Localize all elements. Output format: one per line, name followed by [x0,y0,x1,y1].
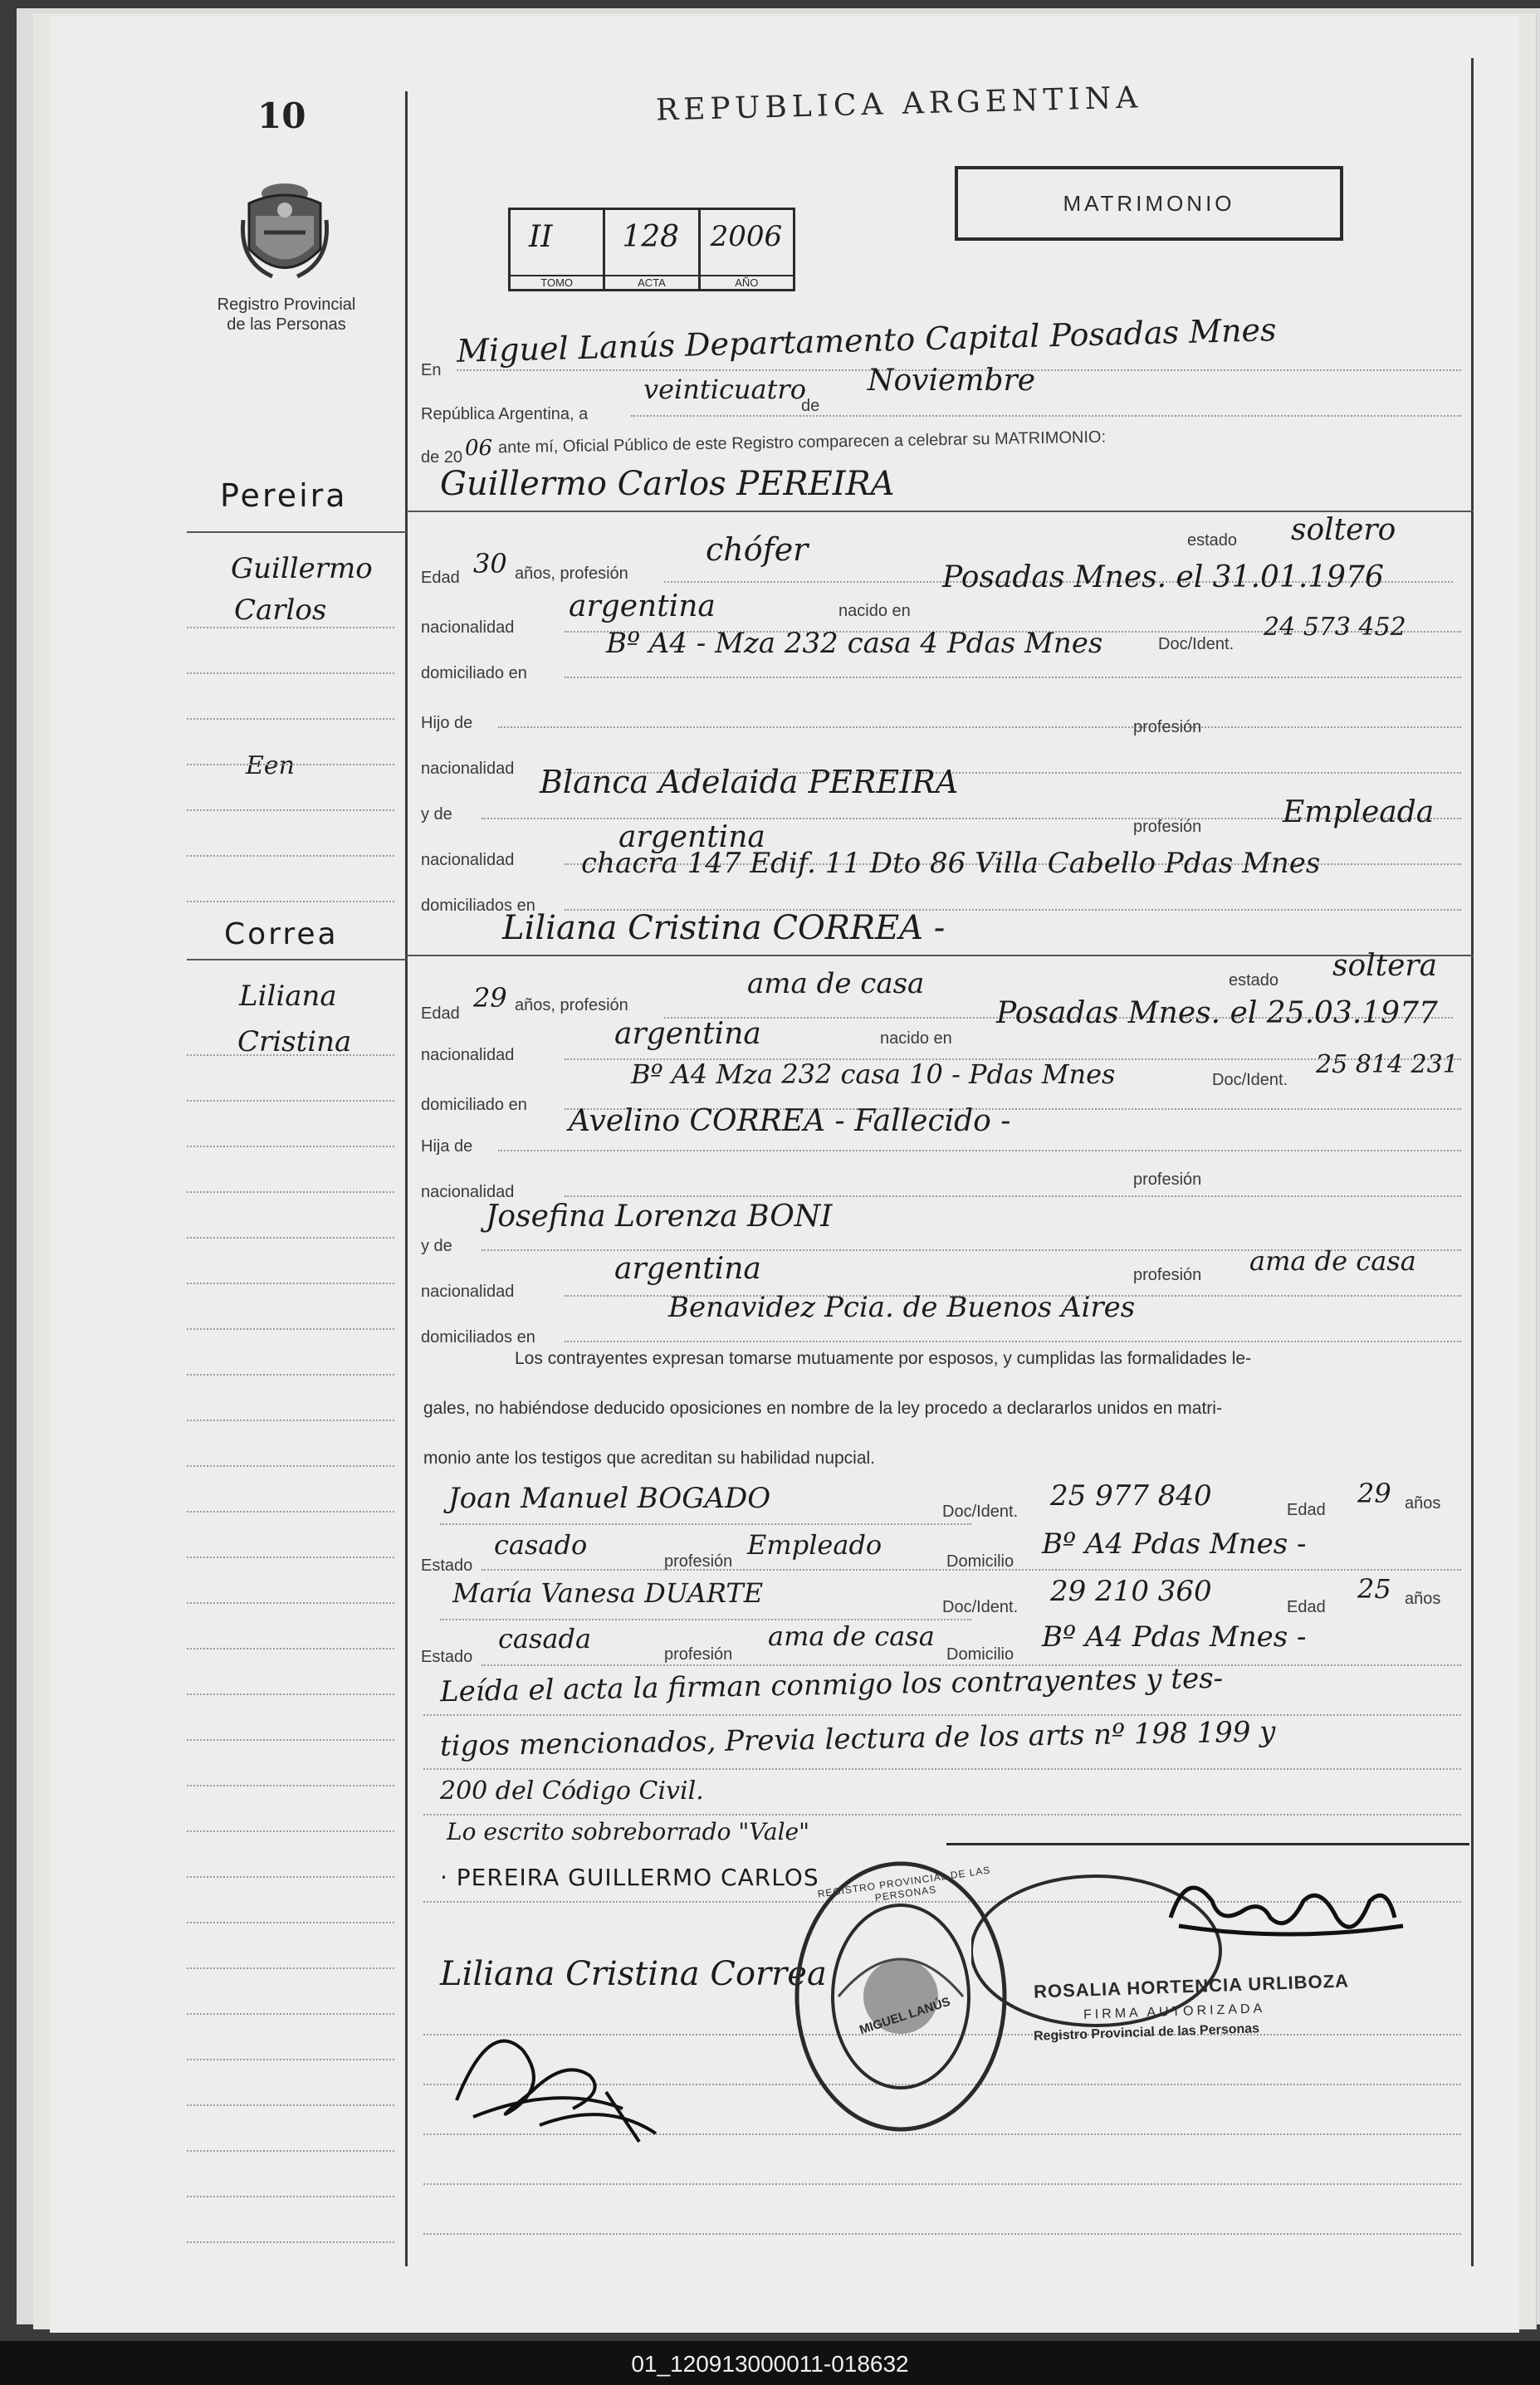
right-border [1471,58,1474,2266]
bride-yde-label: y de [421,1237,452,1255]
groom-estado-label: estado [1187,531,1238,550]
witness-1-edad-label: Edad [1287,1501,1326,1519]
year-prefix: de 20 [421,448,463,467]
witness-2-doc: 29 210 360 [1050,1575,1212,1608]
groom-name: Guillermo Carlos PEREIRA [440,465,895,503]
margin-line [187,1100,394,1102]
bride-edad-label: Edad [421,1004,460,1023]
groom-profesion2-label: profesión [1133,818,1202,836]
closing-line-1: Leída el acta la firman conmigo los contrayentes y tes- [439,1661,1224,1709]
form-line [423,1768,1461,1770]
bride-profession: ama de casa [747,967,925,1000]
margin-line [187,1557,394,1558]
day-value: veinticuatro [643,374,806,405]
bride-mother-nationality: argentina [614,1252,761,1286]
bride-domicilio-label: domiciliado en [421,1096,527,1114]
form-line [423,1814,1461,1816]
margin-groom-surname: Pereira [220,477,348,514]
document-type: MATRIMONIO [1063,190,1235,216]
margin-line [187,1876,394,1878]
witness-1-doc: 25 977 840 [1050,1479,1212,1513]
acta-cell [605,210,700,289]
page-number: 10 [257,95,306,136]
closing-line-4: Lo escrito sobreborrado "Vale" [447,1818,809,1845]
bride-nationality: argentina [614,1017,761,1051]
bride-anos-profesion-label: años, profesión [515,996,628,1014]
groom-mother-nationality: argentina [618,820,765,854]
witness-2-anos-label: años [1405,1590,1441,1608]
groom-estado: soltero [1291,513,1396,547]
margin-line [187,1648,394,1649]
bride-domicile: Bº A4 Mza 232 casa 10 - Pdas Mnes [631,1058,1116,1090]
margin-bride-given-2: Cristina [237,1025,352,1058]
form-line [498,1150,1461,1151]
registry-name: Registro Provincial de las Personas [217,296,356,334]
groom-age: 30 [473,548,507,579]
groom-profesion-label: profesión [1133,718,1202,736]
scan-footer [0,2341,1540,2385]
record-box [508,208,795,291]
year-value: 06 [465,436,493,461]
groom-nacionalidad3-label: nacionalidad [421,851,515,869]
margin-note: Een [246,751,295,780]
form-line [565,1195,1461,1197]
form-line [498,726,1461,728]
groom-yde-label: y de [421,805,452,824]
signature-rule [946,1843,1469,1845]
de-label: de [801,397,820,415]
witness-2-domicile: Bº A4 Pdas Mnes - [1042,1620,1307,1654]
witness-1-profesion-label: profesión [664,1552,733,1571]
margin-line [187,1967,394,1969]
margin-groom-given-2: Carlos [234,594,327,627]
groom-mother: Blanca Adelaida PEREIRA [540,764,959,800]
anio-cell [701,210,793,289]
place-value: Miguel Lanús Departamento Capital Posadas Mnes [456,311,1278,369]
form-line [482,1569,1461,1571]
coat-of-arms-icon [239,170,330,291]
groom-signature-icon [440,2001,739,2150]
bride-father: Avelino CORREA - Fallecido - [569,1104,1011,1138]
tomo-value: II [529,220,553,254]
registry-page [50,17,1519,2333]
form-line [565,677,1461,678]
witness-2-domicilio-label: Domicilio [946,1645,1014,1664]
intro-sentence: ante mí, Oficial Público de este Registro comparecen a celebrar su MATRIMONIO: [497,428,1107,457]
witness-2-estado: casada [498,1623,592,1654]
bride-estado-label: estado [1229,971,1279,990]
margin-line [187,2104,394,2106]
closing-line-2: tigos mencionados, Previa lectura de los arts nº 198 199 y [439,1715,1276,1763]
witness-2-edad-label: Edad [1287,1598,1326,1616]
bride-estado: soltera [1332,949,1438,983]
bride-birth: Posadas Mnes. el 25.03.1977 [996,996,1438,1030]
bride-hija-label: Hija de [421,1137,473,1156]
witness-1-profession: Empleado [747,1529,882,1561]
stamp-center: MIGUEL LANÚS [858,1994,952,2038]
declaration-line-3: monio ante los testigos que acreditan su habilidad nupcial. [423,1449,876,1468]
bride-profesion2-label: profesión [1133,1266,1202,1284]
margin-line [187,1785,394,1786]
margin-line [187,855,394,857]
anio-label: AÑO [701,275,793,289]
anio-value: 2006 [710,220,783,253]
margin-line [187,1328,394,1330]
bride-nacionalidad2-label: nacionalidad [421,1183,515,1201]
closing-line-3: 200 del Código Civil. [440,1777,704,1806]
bride-mother: Josefina Lorenza BONI [486,1200,833,1234]
margin-bride-given-1: Liliana [239,980,337,1013]
groom-domiciliados-label: domiciliados en [421,897,535,915]
en-label: En [421,361,442,379]
witness-2-estado-label: Estado [421,1648,473,1666]
margin-groom-given-1: Guillermo [231,552,373,585]
margin-line [187,1511,394,1513]
groom-profession: chófer [706,531,809,568]
page-title: REPUBLICA ARGENTINA [655,81,1143,128]
bride-mother-profession: ama de casa [1249,1245,1416,1277]
witness-1-anos-label: años [1405,1494,1441,1513]
groom-domicile: Bº A4 - Mza 232 casa 4 Pdas Mnes [606,627,1103,660]
acta-label: ACTA [605,275,697,289]
bride-nacionalidad3-label: nacionalidad [421,1283,515,1301]
section-rule [407,955,1474,956]
groom-nationality: argentina [569,589,716,623]
bride-doc: 25 814 231 [1316,1050,1459,1079]
tomo-label: TOMO [511,275,603,289]
groom-doc: 24 573 452 [1264,613,1406,642]
margin-bride-surname: Correa [224,917,339,951]
margin-rule [187,531,407,533]
margin-line [187,1602,394,1604]
margin-line [187,1465,394,1467]
bride-nacionalidad-label: nacionalidad [421,1046,515,1064]
acta-value: 128 [622,220,680,254]
groom-domicilio-label: domiciliado en [421,664,527,682]
margin-line [187,1739,394,1741]
margin-line [187,1830,394,1832]
official-name: ROSALIA HORTENCIA URLIBOZA [1033,1970,1350,2002]
stamp-text: REGISTRO PROVINCIAL DE LAS PERSONAS [816,1864,992,1904]
bride-name: Liliana Cristina CORREA - [502,909,946,947]
margin-line [187,672,394,674]
margin-line [187,809,394,811]
margin-line [187,1420,394,1421]
groom-hijo-label: Hijo de [421,714,473,732]
closing-line-6: Liliana Cristina Correa [440,1955,827,1993]
groom-nacido-label: nacido en [838,602,911,620]
margin-line [187,1922,394,1923]
closing-line-5: · PEREIRA GUILLERMO CARLOS [440,1864,819,1891]
witness-1-age: 29 [1357,1478,1391,1509]
margin-line [187,2059,394,2060]
form-line [423,1714,1461,1716]
groom-nacionalidad2-label: nacionalidad [421,760,515,778]
groom-mother-profession: Empleada [1283,795,1435,829]
margin-line [187,1693,394,1695]
official-title: FIRMA AUTORIZADA [1083,2001,1266,2022]
witness-1-domicilio-label: Domicilio [946,1552,1014,1571]
groom-nacionalidad-label: nacionalidad [421,618,515,637]
witness-1-estado-label: Estado [421,1557,473,1575]
official-office: Registro Provincial de las Personas [1033,2021,1260,2044]
witness-1-name: Joan Manuel BOGADO [448,1482,771,1515]
groom-anos-profesion-label: años, profesión [515,564,628,583]
margin-line [187,764,394,765]
witness-2-name: María Vanesa DUARTE [452,1577,764,1609]
bride-doc-label: Doc/Ident. [1212,1071,1288,1089]
republica-label: República Argentina, a [421,405,589,423]
form-line [440,1523,971,1525]
witness-2-doc-label: Doc/Ident. [942,1598,1019,1616]
groom-edad-label: Edad [421,569,460,587]
bride-parents-domicile: Benavidez Pcia. de Buenos Aires [668,1291,1136,1324]
form-line [423,2233,1461,2235]
groom-doc-label: Doc/Ident. [1158,635,1234,653]
form-line [565,1341,1461,1342]
margin-line [187,1283,394,1284]
margin-line [187,627,394,628]
declaration-line-1: Los contrayentes expresan tomarse mutuamente por esposos, y cumplidas las formalidades le- [515,1349,1252,1368]
margin-line [187,2241,394,2243]
section-rule [407,511,1474,512]
margin-line [187,2196,394,2197]
margin-rule [187,959,407,960]
groom-birth: Posadas Mnes. el 31.01.1976 [942,560,1384,594]
month-value: Noviembre [868,364,1036,398]
form-line [423,2183,1461,2185]
document-type-box [955,166,1343,241]
form-line [631,415,1461,417]
bride-profesion-label: profesión [1133,1171,1202,1189]
bride-domiciliados-label: domiciliados en [421,1328,535,1346]
declaration-line-2: gales, no habiéndose deducido oposiciones en nombre de la ley procedo a declararlos unidos en matri- [423,1399,1222,1418]
margin-divider [405,91,408,2266]
bride-age: 29 [473,982,507,1014]
witness-1-domicile: Bº A4 Pdas Mnes - [1042,1527,1307,1561]
bride-nacido-label: nacido en [880,1029,952,1048]
margin-line [187,1191,394,1193]
witness-1-doc-label: Doc/Ident. [942,1503,1019,1521]
margin-line [187,2150,394,2152]
groom-parents-domicile: chacra 147 Edif. 11 Dto 86 Villa Cabello Pdas Mnes [581,847,1321,880]
margin-line [187,2013,394,2015]
margin-line [187,1054,394,1056]
witness-2-profesion-label: profesión [664,1645,733,1664]
margin-line [187,1374,394,1376]
scan-id: 01_120913000011-018632 [631,2351,909,2377]
witness-2-profession: ama de casa [768,1620,935,1652]
witness-1-estado: casado [494,1529,588,1561]
witness-2-age: 25 [1357,1573,1391,1605]
margin-line [187,1237,394,1239]
margin-line [187,1146,394,1147]
tomo-cell [511,210,605,289]
margin-line [187,901,394,902]
margin-line [187,718,394,720]
